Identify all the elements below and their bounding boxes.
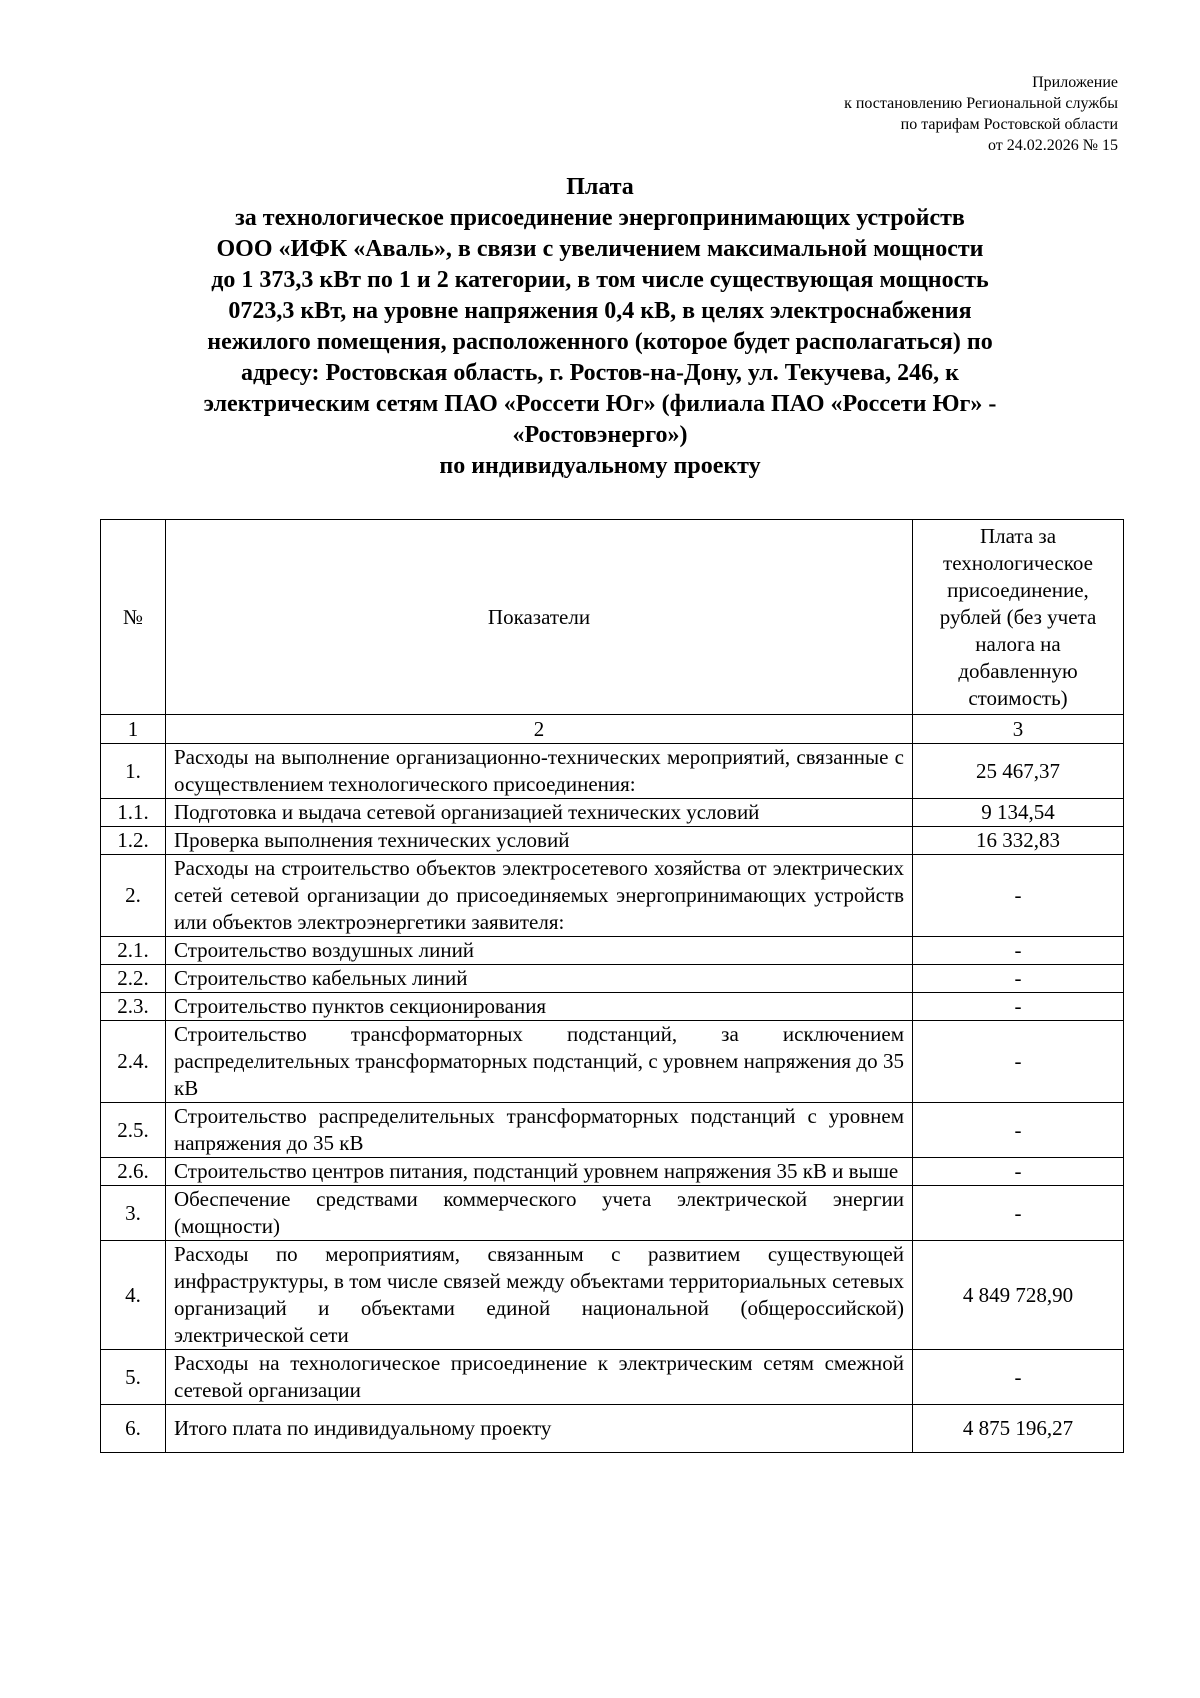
row-number: 6. xyxy=(101,1405,166,1453)
row-value: - xyxy=(913,1103,1124,1158)
row-value: 4 849 728,90 xyxy=(913,1241,1124,1350)
title-line: адресу: Ростовская область, г. Ростов-на-Дону, ул. Текучева, 246, к xyxy=(241,360,959,386)
column-number: 2 xyxy=(166,715,913,744)
column-number: 3 xyxy=(913,715,1124,744)
row-indicator: Расходы по мероприятиям, связанным с развитием существующей инфраструктуры, в том числе связей между объектами территориальных сетевых организаций и объектами единой национальной (общероссийской) электрической сети xyxy=(166,1241,913,1350)
row-value: - xyxy=(913,1021,1124,1103)
title-line: ООО «ИФК «Аваль», в связи с увеличением максимальной мощности xyxy=(216,236,984,262)
table-row xyxy=(101,965,1124,993)
row-number: 2.4. xyxy=(101,1021,166,1103)
row-indicator: Строительство пунктов секционирования xyxy=(166,993,913,1021)
row-value: - xyxy=(913,993,1124,1021)
row-indicator: Строительство трансформаторных подстанций, за исключением распределительных трансформаторных подстанций, с уровнем напряжения до 35 кВ xyxy=(166,1021,913,1103)
header-value: Плата за технологическое присоединение, рублей (без учета налога на добавленную стоимость) xyxy=(913,520,1124,715)
table-row xyxy=(101,855,1124,937)
appendix-line: по тарифам Ростовской области xyxy=(900,116,1118,133)
column-number-row xyxy=(101,715,1124,744)
appendix-line: к постановлению Региональной службы xyxy=(844,95,1118,112)
row-indicator: Подготовка и выдача сетевой организацией технических условий xyxy=(166,799,913,827)
table-row xyxy=(101,1186,1124,1241)
table-row xyxy=(101,1350,1124,1405)
row-value: 9 134,54 xyxy=(913,799,1124,827)
document-title xyxy=(100,172,1100,482)
fee-table xyxy=(100,519,1124,1453)
row-number: 1. xyxy=(101,744,166,799)
title-line: до 1 373,3 кВт по 1 и 2 категории, в том числе существующая мощность xyxy=(211,267,989,293)
table-row xyxy=(101,1158,1124,1186)
appendix-line: от 24.02.2026 № 15 xyxy=(987,137,1118,154)
row-number: 5. xyxy=(101,1350,166,1405)
row-indicator: Строительство воздушных линий xyxy=(166,937,913,965)
row-value: - xyxy=(913,855,1124,937)
row-number: 1.1. xyxy=(101,799,166,827)
row-value: - xyxy=(913,1186,1124,1241)
header-number: № xyxy=(101,520,166,715)
row-indicator: Обеспечение средствами коммерческого учета электрической энергии (мощности) xyxy=(166,1186,913,1241)
row-value: - xyxy=(913,1158,1124,1186)
row-number: 2.6. xyxy=(101,1158,166,1186)
row-indicator: Строительство кабельных линий xyxy=(166,965,913,993)
row-indicator: Расходы на выполнение организационно-технических мероприятий, связанные с осуществлением технологического присоединения: xyxy=(166,744,913,799)
table-row xyxy=(101,993,1124,1021)
table-row xyxy=(101,744,1124,799)
title-line: «Ростовэнерго») xyxy=(512,422,688,448)
row-number: 2.3. xyxy=(101,993,166,1021)
title-line: 0723,3 кВт, на уровне напряжения 0,4 кВ, в целях электроснабжения xyxy=(228,298,972,324)
table-header-row xyxy=(101,520,1124,715)
header-indicator: Показатели xyxy=(166,520,913,715)
column-number: 1 xyxy=(101,715,166,744)
row-number: 1.2. xyxy=(101,827,166,855)
row-indicator: Строительство распределительных трансформаторных подстанций с уровнем напряжения до 35 кВ xyxy=(166,1103,913,1158)
row-indicator: Расходы на технологическое присоединение к электрическим сетям смежной сетевой организации xyxy=(166,1350,913,1405)
row-number: 2. xyxy=(101,855,166,937)
row-value: - xyxy=(913,965,1124,993)
row-number: 4. xyxy=(101,1241,166,1350)
table-row xyxy=(101,1103,1124,1158)
row-value: 16 332,83 xyxy=(913,827,1124,855)
row-number: 2.1. xyxy=(101,937,166,965)
row-indicator: Итого плата по индивидуальному проекту xyxy=(166,1405,913,1453)
table-row xyxy=(101,827,1124,855)
table-row xyxy=(101,799,1124,827)
title-line: Плата xyxy=(566,174,634,200)
row-number: 3. xyxy=(101,1186,166,1241)
row-indicator: Расходы на строительство объектов электросетевого хозяйства от электрических сетей сетевой организации до присоединяемых энергопринимающих устройств или объектов электроэнергетики заявителя: xyxy=(166,855,913,937)
table-row xyxy=(101,1021,1124,1103)
appendix-line: Приложение xyxy=(1032,74,1118,91)
title-line: электрическим сетям ПАО «Россети Юг» (филиала ПАО «Россети Юг» - xyxy=(203,391,997,417)
title-line: нежилого помещения, расположенного (которое будет располагаться) по xyxy=(207,329,993,355)
table-row xyxy=(101,1241,1124,1350)
table-row xyxy=(101,937,1124,965)
appendix-header xyxy=(844,72,1118,156)
row-number: 2.5. xyxy=(101,1103,166,1158)
row-value: 4 875 196,27 xyxy=(913,1405,1124,1453)
table-row-total xyxy=(101,1405,1124,1453)
row-value: - xyxy=(913,937,1124,965)
title-line: по индивидуальному проекту xyxy=(439,453,761,479)
title-line: за технологическое присоединение энергопринимающих устройств xyxy=(235,205,965,231)
row-indicator: Строительство центров питания, подстанций уровнем напряжения 35 кВ и выше xyxy=(166,1158,913,1186)
row-value: - xyxy=(913,1350,1124,1405)
row-indicator: Проверка выполнения технических условий xyxy=(166,827,913,855)
row-number: 2.2. xyxy=(101,965,166,993)
row-value: 25 467,37 xyxy=(913,744,1124,799)
